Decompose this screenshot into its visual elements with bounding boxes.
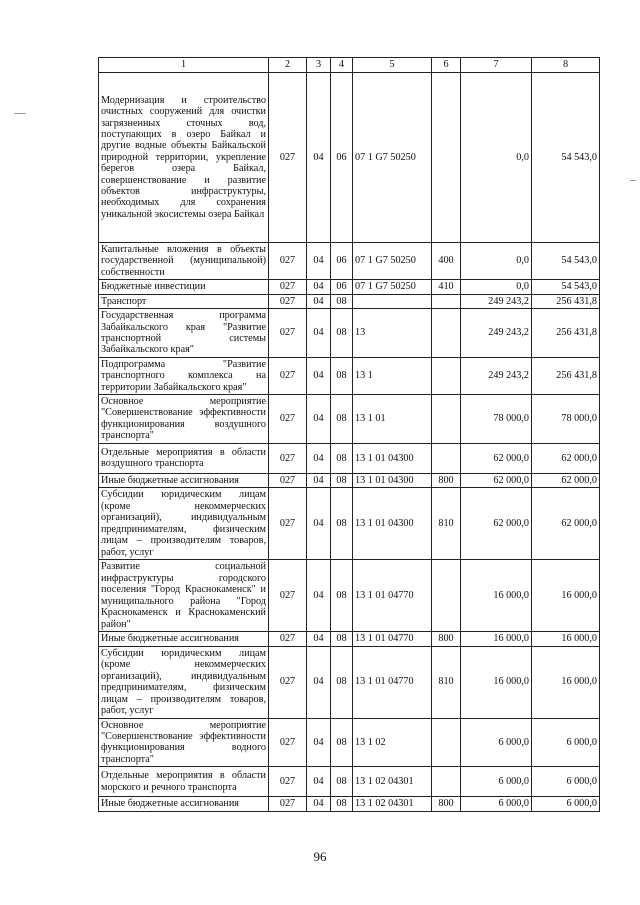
subsection-cell: 08 [331, 357, 353, 394]
target-article-cell: 13 [353, 309, 432, 358]
header-cell: 2 [269, 58, 307, 73]
amount-cell: 256 431,8 [532, 309, 600, 358]
table-row [99, 718, 600, 767]
subsection-cell: 06 [331, 243, 353, 280]
subsection-cell: 08 [331, 718, 353, 767]
table-row [99, 443, 600, 473]
row-name-cell: Подпрограмма "Развитие транспортного комплекса на территории Забайкальского края" [99, 357, 269, 394]
row-name-cell: Отдельные мероприятия в области воздушного транспорта [99, 443, 269, 473]
section-cell: 04 [307, 560, 331, 632]
header-cell: 5 [353, 58, 432, 73]
row-name-cell: Государственная программа Забайкальского края "Развитие транспортной системы Забайкальского края" [99, 309, 269, 358]
expense-type-cell: 800 [432, 473, 461, 487]
row-name-cell: Капитальные вложения в объекты государственной (муниципальной) собственности [99, 243, 269, 280]
target-article-cell: 13 1 01 04300 [353, 488, 432, 560]
section-cell: 04 [307, 357, 331, 394]
row-name-cell: Субсидии юридическим лицам (кроме некоммерческих организаций), индивидуальным предпринимателям, физическим лицам – производителям товаров, работ, услуг [99, 488, 269, 560]
row-name-cell: Иные бюджетные ассигнования [99, 473, 269, 487]
target-article-cell: 13 1 01 04770 [353, 560, 432, 632]
table-row [99, 560, 600, 632]
amount-cell: 54 543,0 [532, 243, 600, 280]
header-cell: 1 [99, 58, 269, 73]
section-cell: 04 [307, 646, 331, 718]
amount-cell: 256 431,8 [532, 294, 600, 308]
expense-type-cell: 800 [432, 797, 461, 811]
row-name-cell: Отдельные мероприятия в области морского и речного транспорта [99, 767, 269, 797]
table-row [99, 395, 600, 444]
subsection-cell: 08 [331, 294, 353, 308]
section-cell: 04 [307, 473, 331, 487]
section-cell: 04 [307, 309, 331, 358]
target-article-cell: 13 1 02 04301 [353, 797, 432, 811]
amount-cell: 16 000,0 [532, 560, 600, 632]
amount-cell: 16 000,0 [532, 646, 600, 718]
header-cell: 4 [331, 58, 353, 73]
header-cell: 7 [461, 58, 532, 73]
section-cell: 04 [307, 73, 331, 243]
table-row [99, 73, 600, 243]
target-article-cell: 13 1 01 04300 [353, 443, 432, 473]
row-name-cell: Развитие социальной инфраструктуры городского поселения "Город Краснокаменск" и муниципального района "Город Краснокаменск и Краснокаменский район" [99, 560, 269, 632]
row-name-cell: Транспорт [99, 294, 269, 308]
target-article-cell: 07 1 G7 50250 [353, 280, 432, 294]
code-cell: 027 [269, 718, 307, 767]
row-name-cell: Иные бюджетные ассигнования [99, 797, 269, 811]
amount-cell: 249 243,2 [461, 309, 532, 358]
target-article-cell: 13 1 02 04301 [353, 767, 432, 797]
section-cell: 04 [307, 243, 331, 280]
amount-cell: 6 000,0 [532, 767, 600, 797]
table-row [99, 243, 600, 280]
section-cell: 04 [307, 632, 331, 646]
code-cell: 027 [269, 646, 307, 718]
code-cell: 027 [269, 473, 307, 487]
target-article-cell: 13 1 01 04770 [353, 646, 432, 718]
code-cell: 027 [269, 632, 307, 646]
code-cell: 027 [269, 488, 307, 560]
amount-cell: 16 000,0 [461, 560, 532, 632]
subsection-cell: 08 [331, 767, 353, 797]
amount-cell: 6 000,0 [532, 718, 600, 767]
expense-type-cell [432, 73, 461, 243]
amount-cell: 0,0 [461, 280, 532, 294]
row-name-cell: Основное мероприятие "Совершенствование эффективности функционирования воздушного транспорта" [99, 395, 269, 444]
amount-cell: 6 000,0 [461, 767, 532, 797]
subsection-cell: 08 [331, 473, 353, 487]
code-cell: 027 [269, 797, 307, 811]
expense-type-cell [432, 395, 461, 444]
code-cell: 027 [269, 395, 307, 444]
target-article-cell: 13 1 [353, 357, 432, 394]
amount-cell: 256 431,8 [532, 357, 600, 394]
table-row [99, 294, 600, 308]
amount-cell: 16 000,0 [461, 646, 532, 718]
table-row [99, 473, 600, 487]
expense-type-cell: 810 [432, 646, 461, 718]
expense-type-cell [432, 560, 461, 632]
amount-cell: 249 243,2 [461, 357, 532, 394]
subsection-cell: 08 [331, 560, 353, 632]
section-cell: 04 [307, 797, 331, 811]
code-cell: 027 [269, 294, 307, 308]
header-cell: 6 [432, 58, 461, 73]
code-cell: 027 [269, 560, 307, 632]
amount-cell: 54 543,0 [532, 280, 600, 294]
row-name-cell: Бюджетные инвестиции [99, 280, 269, 294]
subsection-cell: 08 [331, 797, 353, 811]
amount-cell: 62 000,0 [461, 488, 532, 560]
table-row [99, 309, 600, 358]
expense-type-cell: 810 [432, 488, 461, 560]
table-row [99, 797, 600, 811]
table-header-row [99, 58, 600, 73]
code-cell: 027 [269, 357, 307, 394]
table-row [99, 357, 600, 394]
table-row [99, 646, 600, 718]
expense-type-cell: 800 [432, 632, 461, 646]
expense-type-cell [432, 718, 461, 767]
section-cell: 04 [307, 718, 331, 767]
expense-type-cell: 400 [432, 243, 461, 280]
amount-cell: 78 000,0 [461, 395, 532, 444]
amount-cell: 0,0 [461, 73, 532, 243]
section-cell: 04 [307, 294, 331, 308]
subsection-cell: 08 [331, 488, 353, 560]
code-cell: 027 [269, 243, 307, 280]
table-row [99, 280, 600, 294]
header-cell: 8 [532, 58, 600, 73]
subsection-cell: 08 [331, 309, 353, 358]
amount-cell: 78 000,0 [532, 395, 600, 444]
target-article-cell [353, 294, 432, 308]
expense-type-cell [432, 767, 461, 797]
expense-type-cell [432, 443, 461, 473]
expense-type-cell: 410 [432, 280, 461, 294]
amount-cell: 6 000,0 [532, 797, 600, 811]
amount-cell: 62 000,0 [532, 488, 600, 560]
target-article-cell: 07 1 G7 50250 [353, 243, 432, 280]
target-article-cell: 13 1 01 04770 [353, 632, 432, 646]
row-name-cell: Субсидии юридическим лицам (кроме некоммерческих организаций), индивидуальным предпринимателям, физическим лицам – производителям товаров, работ, услуг [99, 646, 269, 718]
code-cell: 027 [269, 767, 307, 797]
amount-cell: 62 000,0 [532, 473, 600, 487]
amount-cell: 6 000,0 [461, 797, 532, 811]
target-article-cell: 13 1 02 [353, 718, 432, 767]
target-article-cell: 13 1 01 04300 [353, 473, 432, 487]
subsection-cell: 08 [331, 443, 353, 473]
subsection-cell: 08 [331, 632, 353, 646]
section-cell: 04 [307, 395, 331, 444]
subsection-cell: 08 [331, 646, 353, 718]
amount-cell: 0,0 [461, 243, 532, 280]
row-name-cell: Модернизация и строительство очистных сооружений для очистки загрязненных сточных вод, поступающих в озеро Байкал и другие водные объекты Байкальской природной территории, укрепление берегов озера Байкал, совершенствование и развитие объектов инфраструктуры, необходимых для сохранения уникальной экосистемы озера Байкал [99, 73, 269, 243]
code-cell: 027 [269, 280, 307, 294]
row-name-cell: Основное мероприятие "Совершенствование эффективности функционирования водного транспорта" [99, 718, 269, 767]
section-cell: 04 [307, 767, 331, 797]
amount-cell: 249 243,2 [461, 294, 532, 308]
amount-cell: 6 000,0 [461, 718, 532, 767]
table-row [99, 488, 600, 560]
expense-type-cell [432, 357, 461, 394]
subsection-cell: 06 [331, 280, 353, 294]
target-article-cell: 07 1 G7 50250 [353, 73, 432, 243]
page-number: 96 [313, 849, 327, 864]
amount-cell: 62 000,0 [532, 443, 600, 473]
amount-cell: 16 000,0 [461, 632, 532, 646]
code-cell: 027 [269, 73, 307, 243]
scan-mark [630, 180, 636, 181]
subsection-cell: 08 [331, 395, 353, 444]
row-name-cell: Иные бюджетные ассигнования [99, 632, 269, 646]
amount-cell: 54 543,0 [532, 73, 600, 243]
header-cell: 3 [307, 58, 331, 73]
amount-cell: 62 000,0 [461, 473, 532, 487]
section-cell: 04 [307, 488, 331, 560]
scan-mark [14, 113, 26, 114]
subsection-cell: 06 [331, 73, 353, 243]
amount-cell: 16 000,0 [532, 632, 600, 646]
section-cell: 04 [307, 280, 331, 294]
expense-type-cell [432, 309, 461, 358]
expense-type-cell [432, 294, 461, 308]
code-cell: 027 [269, 309, 307, 358]
code-cell: 027 [269, 443, 307, 473]
budget-table [98, 57, 600, 812]
section-cell: 04 [307, 443, 331, 473]
table-row [99, 632, 600, 646]
amount-cell: 62 000,0 [461, 443, 532, 473]
target-article-cell: 13 1 01 [353, 395, 432, 444]
table-row [99, 767, 600, 797]
